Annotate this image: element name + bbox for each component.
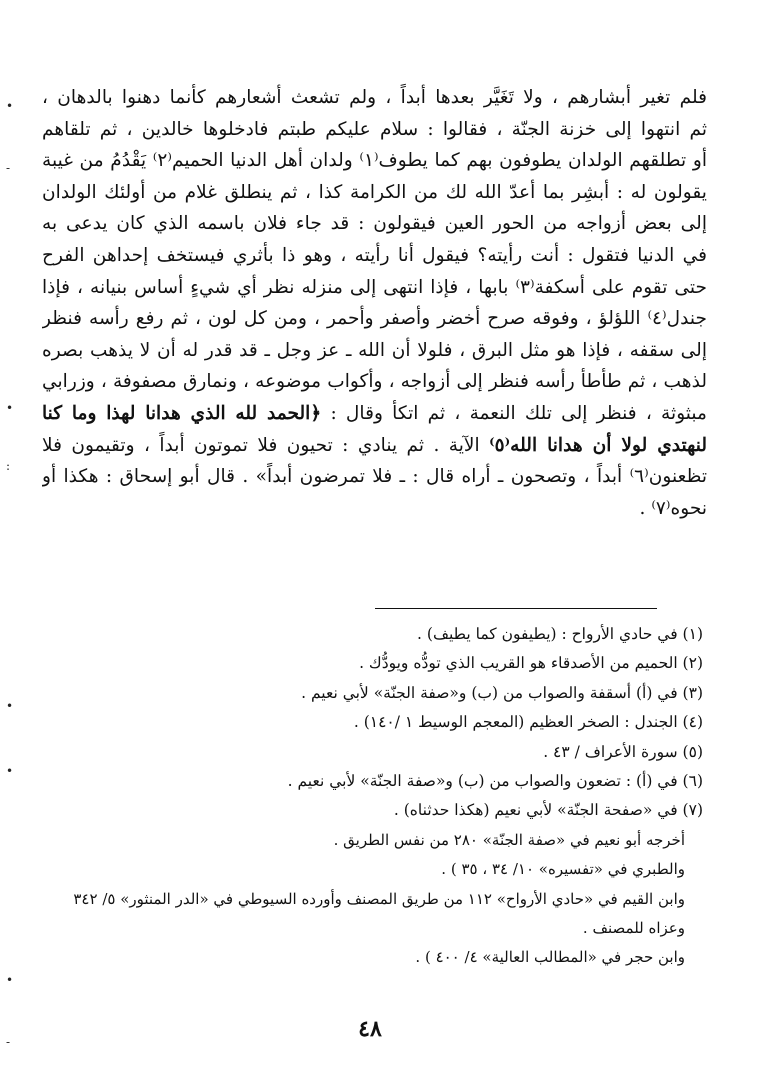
text-line: إلى بعض أزواجه من الحور العين فيقولون : قد جاء فلان باسمه الذي كان يدعى به (42, 213, 707, 235)
text-line: جندل⁽٤⁾ اللؤلؤ ، وفوقه صرح أخضر وأصفر وأحمر ، ومن كل لون ، ثم رفع رأسه فنظر (42, 308, 707, 330)
text-line: حتى تقوم على أسكفة⁽٣⁾ بابها ، فإذا انتهى إلى منزله نظر أي شيءٍ أساس بنيانه ، فإذا (42, 276, 707, 298)
text-line: إلى سقفه ، فإذا هو مثل البرق ، فلولا أن الله ـ عز وجل ـ قد قدر له أن لا يذهب بصره (42, 339, 707, 361)
margin-dot: • (6, 699, 14, 713)
text-line (42, 398, 707, 430)
text-segment: مبثوثة ، فنظر إلى تلك النعمة ، ثم اتكأ وقال : (330, 402, 707, 424)
text-line: نحوه⁽٧⁾ . (639, 497, 707, 519)
footnote: (٢) الحميم من الأصدقاء هو القريب الذي تودُّه ويودُّك . (359, 654, 703, 673)
margin-dot: • (6, 764, 14, 778)
footnote: (٧) في «صفحة الجنّة» لأبي نعيم (هكذا حدثناه) . (393, 801, 703, 820)
footnote-detail: وابن القيم في «حادي الأرواح» ١١٢ من طريق المصنف وأورده السيوطي في «الدر المنثور» ٥/ ٣٤٢ (73, 889, 685, 908)
main-text (42, 82, 707, 524)
footnote-detail: والطبري في «تفسيره» ١٠/ ٣٤ ، ٣٥ ) . (441, 860, 685, 879)
footnote: (٣) في (أ) أسقفة والصواب من (ب) و«صفة الجنّة» لأبي نعيم . (301, 683, 703, 702)
page-number: ٤٨ (358, 1016, 382, 1042)
footnote-detail: وعزاه للمصنف . (582, 919, 685, 938)
footnote-detail: وابن حجر في «المطالب العالية» ٤/ ٤٠٠ ) . (415, 948, 685, 967)
footnote: (٦) في (أ) : تضعون والصواب من (ب) و«صفة الجنّة» لأبي نعيم . (287, 772, 703, 791)
text-line: فلم تغير أبشارهم ، ولا تَغَيَّر بعدها أبداً ، ولم تشعث أشعارهم كأنما دهنوا بالدهان ، (42, 87, 707, 108)
margin-dash: - (6, 161, 11, 175)
footnote-detail: أخرجه أبو نعيم في «صفة الجنّة» ٢٨٠ من نفس الطريق . (333, 830, 685, 849)
text-line: في الدنيا فتقول : أنت رأيته؟ فيقول أنا رأيته ، وهو ذا بأثري فيستخف إحداهن الفرح (42, 244, 707, 266)
margin-dot: • (6, 99, 14, 113)
footnote: (١) في حادي الأرواح : (يطيفون كما يطيف) . (417, 625, 703, 643)
footnotes (38, 620, 703, 973)
text-segment: الآية . ثم ينادي : تحيون فلا تموتون أبداً ، وتقيمون فلا (42, 434, 480, 456)
margin-dot: • (6, 973, 14, 987)
margin-dash: : (6, 459, 11, 473)
text-line: تظعنون⁽٦⁾ أبداً ، وتصحون ـ أراه قال : ـ فلا تمرضون أبداً» . قال أبو إسحاق : هكذا أو (42, 466, 707, 488)
margin-dash: - (6, 1035, 11, 1049)
text-line: أو تطلقهم الولدان يطوفون بهم كما يطوف⁽١⁾ ولدان أهل الدنيا الحميم⁽٢⁾ يَقْدُمُ من غيبة (42, 150, 707, 172)
text-line: لذهب ، ثم طأطأ رأسه فنظر إلى أزواجه ، وأكواب موضوعه ، ونمارق مصفوفة ، وزرابي (42, 371, 707, 393)
text-line (42, 430, 707, 462)
quran-verse: ﴿الحمد لله الذي هدانا لهذا وما كنا (42, 402, 322, 424)
quran-verse: لنهتدي لولا أن هدانا الله⁽٥⁾ (489, 434, 707, 456)
footnote: (٤) الجندل : الصخر العظيم (المعجم الوسيط ١ /١٤٠) . (353, 713, 703, 732)
footnote: (٥) سورة الأعراف / ٤٣ . (543, 742, 703, 761)
footnote-separator (375, 608, 657, 609)
margin-dot: • (6, 401, 14, 415)
text-line: يقولون له : أبشِر بما أعدّ الله لك من الكرامة كذا ، ثم ينطلق غلام من أولئك الولدان (42, 181, 707, 203)
text-line: ثم انتهوا إلى خزنة الجنّة ، فقالوا : سلام عليكم طبتم فادخلوها خالدين ، ثم تلقاهم (42, 118, 707, 140)
